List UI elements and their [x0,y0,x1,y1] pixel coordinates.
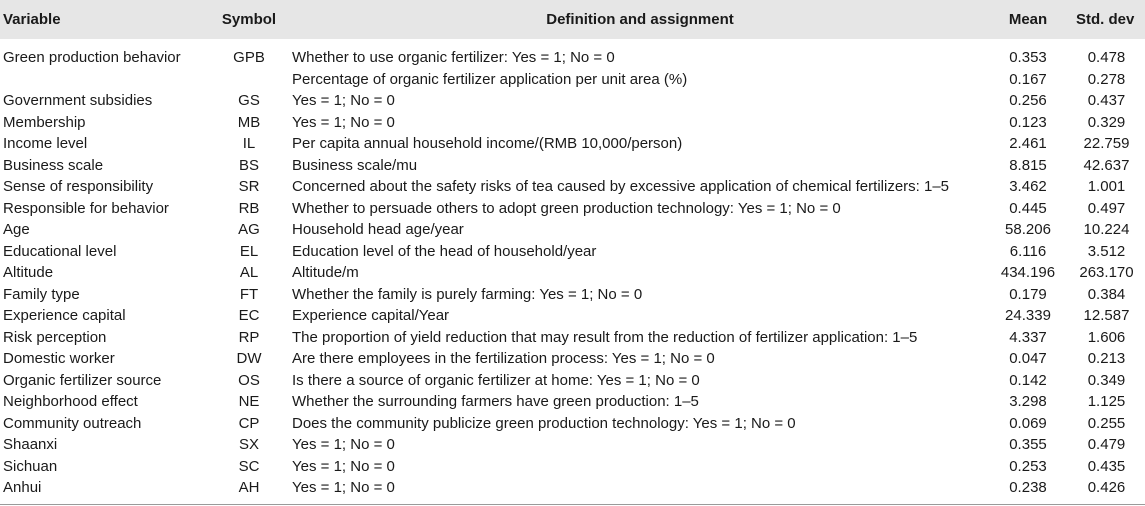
cell-variable: Government subsidies [3,92,153,109]
cell-symbol: RP [238,328,260,346]
cell-definition: Business scale/mu [292,156,418,174]
table-row [0,133,1145,155]
cell-definition: Whether the family is purely farming: Yes = 1; No = 0 [292,285,643,303]
table-row [0,327,1145,349]
cell-symbol: BS [238,156,259,174]
table-row [0,90,1145,112]
cell-std-dev: 263.170 [1079,264,1134,281]
cell-symbol: NE [238,393,260,410]
cell-mean: 0.142 [1009,371,1047,389]
cell-std-dev: 22.759 [1083,135,1130,152]
cell-symbol: FT [239,285,259,303]
cell-symbol: SR [238,178,260,195]
table-row [0,69,1145,91]
cell-mean: 0.047 [1009,350,1047,367]
cell-definition: Yes = 1; No = 0 [292,479,395,496]
cell-variable: Sense of responsibility [3,178,154,195]
cell-mean: 434.196 [1000,264,1056,281]
cell-symbol: MB [237,113,261,131]
cell-definition: Does the community publicize green production technology: Yes = 1; No = 0 [292,414,796,432]
cell-symbol: AH [238,479,260,496]
cell-variable: Membership [3,113,86,131]
cell-variable: Risk perception [3,328,107,346]
cell-variable: Age [3,221,30,238]
cell-std-dev: 0.349 [1087,371,1126,389]
cell-std-dev: 0.255 [1087,414,1126,432]
cell-std-dev: 0.329 [1087,113,1126,131]
header-std-dev: Std. dev [1076,11,1135,28]
cell-symbol: GPB [233,49,265,66]
cell-std-dev: 0.437 [1087,92,1126,109]
cell-definition: The proportion of yield reduction that may result from the reduction of fertilizer application: 1–5 [292,328,918,346]
cell-definition: Education level of the head of household/year [292,242,597,260]
table-row [0,477,1145,499]
cell-variable [0,69,207,91]
cell-mean: 8.815 [1009,156,1047,174]
cell-std-dev: 0.213 [1087,350,1126,367]
cell-std-dev: 0.497 [1087,199,1126,217]
table-row [0,262,1145,284]
cell-variable: Organic fertilizer source [3,371,162,389]
cell-mean: 0.256 [1009,92,1047,109]
cell-std-dev: 0.384 [1087,285,1126,303]
table-row [0,155,1145,177]
cell-std-dev: 0.478 [1087,49,1126,66]
cell-symbol: DW [236,350,262,367]
cell-variable: Family type [3,285,80,303]
bottom-rule [0,504,1145,505]
cell-std-dev: 0.426 [1087,479,1126,496]
cell-definition: Is there a source of organic fertilizer at home: Yes = 1; No = 0 [292,371,700,389]
cell-symbol: SC [238,457,260,475]
cell-variable: Altitude [3,264,54,281]
cell-mean: 0.123 [1009,113,1047,131]
cell-symbol: EL [239,242,259,260]
cell-variable: Domestic worker [3,350,115,367]
table-row [0,219,1145,241]
header-definition: Definition and assignment [546,11,734,28]
cell-symbol: SX [238,436,259,453]
table-row [0,39,1145,69]
cell-definition: Concerned about the safety risks of tea caused by excessive application of chemical fertilizers: 1–5 [292,178,950,195]
table-row [0,413,1145,435]
cell-mean: 0.353 [1009,49,1047,66]
cell-definition: Whether to use organic fertilizer: Yes = 1; No = 0 [292,49,615,66]
cell-mean: 58.206 [1005,221,1051,238]
header-variable: Variable [3,11,61,28]
cell-std-dev: 12.587 [1083,307,1130,324]
cell-mean: 0.238 [1009,479,1047,496]
cell-symbol: AG [238,221,260,238]
cell-variable: Educational level [3,242,117,260]
cell-std-dev: 0.479 [1087,436,1126,453]
cell-std-dev: 0.435 [1087,457,1126,475]
cell-std-dev: 1.606 [1087,328,1126,346]
cell-symbol: OS [238,371,260,389]
cell-mean: 4.337 [1009,328,1047,346]
cell-variable: Experience capital [3,307,126,324]
header-mean: Mean [1008,11,1048,28]
cell-mean: 0.355 [1009,436,1047,453]
cell-variable: Community outreach [3,414,142,432]
cell-variable: Sichuan [3,457,58,475]
cell-mean: 3.298 [1009,393,1047,410]
cell-variable: Anhui [3,479,42,496]
cell-symbol: IL [242,135,256,152]
table-row [0,305,1145,327]
table-row [0,456,1145,478]
header-row [0,0,1145,39]
table-row [0,198,1145,220]
cell-variable: Green production behavior [3,49,181,66]
cell-mean: 0.253 [1009,457,1047,475]
cell-definition: Whether the surrounding farmers have green production: 1–5 [292,393,699,410]
cell-symbol: GS [238,92,260,109]
header-symbol: Symbol [221,11,277,28]
cell-definition: Whether to persuade others to adopt green production technology: Yes = 1; No = 0 [292,199,841,217]
cell-variable: Income level [3,135,88,152]
cell-mean: 0.167 [1009,70,1047,88]
cell-variable: Business scale [3,156,104,174]
table-row [0,176,1145,198]
table-row [0,434,1145,456]
cell-std-dev: 10.224 [1083,221,1130,238]
cell-std-dev: 3.512 [1087,242,1126,260]
table-row [0,284,1145,306]
table-row [0,241,1145,263]
cell-std-dev: 0.278 [1087,70,1126,88]
cell-definition: Yes = 1; No = 0 [292,457,395,475]
cell-symbol: AL [239,264,259,281]
cell-definition: Are there employees in the fertilization process: Yes = 1; No = 0 [292,350,715,367]
cell-definition: Yes = 1; No = 0 [292,113,395,131]
cell-definition: Per capita annual household income/(RMB 10,000/person) [292,135,683,152]
cell-definition: Percentage of organic fertilizer application per unit area (%) [292,70,688,88]
cell-variable: Neighborhood effect [3,393,138,410]
cell-variable: Shaanxi [3,436,58,453]
cell-mean: 2.461 [1009,135,1047,152]
table-header [0,0,1145,39]
table-row [0,391,1145,413]
cell-mean: 0.069 [1009,414,1047,432]
cell-mean: 3.462 [1009,178,1047,195]
table-row [0,370,1145,392]
cell-definition: Household head age/year [292,221,464,238]
cell-symbol: EC [238,307,260,324]
cell-definition: Altitude/m [292,264,359,281]
cell-std-dev: 1.125 [1087,393,1126,410]
table-body [0,39,1145,499]
cell-variable: Responsible for behavior [3,199,169,217]
cell-std-dev: 1.001 [1087,178,1126,195]
cell-symbol [207,69,291,91]
table-row [0,112,1145,134]
cell-definition: Yes = 1; No = 0 [292,92,395,109]
cell-symbol: RB [238,199,260,217]
cell-mean: 24.339 [1005,307,1051,324]
cell-definition: Yes = 1; No = 0 [292,436,395,453]
cell-std-dev: 42.637 [1083,156,1130,174]
cell-mean: 0.179 [1009,285,1047,303]
table-row [0,348,1145,370]
cell-symbol: CP [238,414,260,432]
cell-mean: 0.445 [1009,199,1047,217]
cell-definition: Experience capital/Year [292,307,450,324]
cell-mean: 6.116 [1009,242,1047,260]
